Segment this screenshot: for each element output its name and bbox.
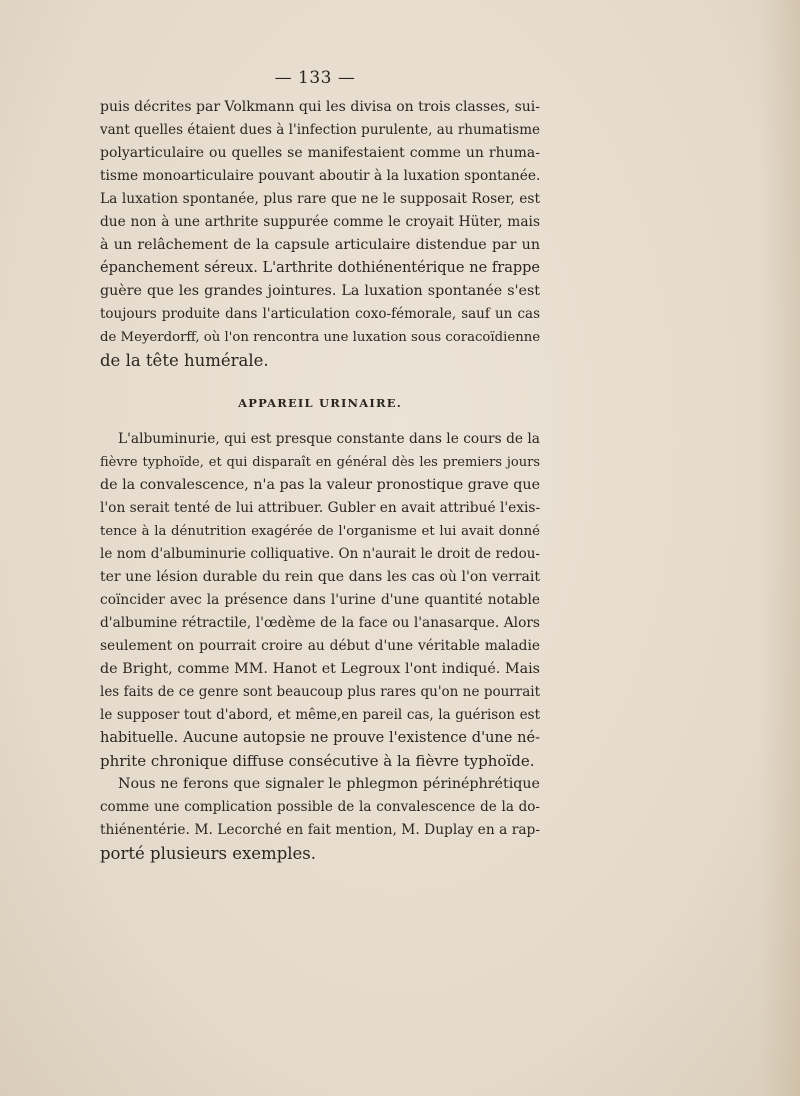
text-line: le supposer tout d'abord, et même,en pareil cas, la guérison est [100,707,540,723]
text-line: puis décrites par Volkmann qui les divisa on trois classes, sui- [100,99,540,115]
text-line: thiénentérie. M. Lecorché en fait mention, M. Duplay en a rap- [100,822,540,838]
text-line: guère que les grandes jointures. La luxation spontanée s'est [100,283,540,299]
text-line: La luxation spontanée, plus rare que ne le supposait Roser, est [100,191,540,207]
text-line: de la convalescence, n'a pas la valeur pronostique grave que [100,477,540,493]
text-line: habituelle. Aucune autopsie ne prouve l'existence d'une né- [100,730,540,746]
text-line: les faits de ce genre sont beaucoup plus rares qu'on ne pourrait [100,684,540,700]
text-line: polyarticulaire ou quelles se manifestaient comme un rhuma- [100,145,540,161]
text-line: le nom d'albuminurie colliquative. On n'aurait le droit de redou- [100,546,540,562]
text-line: tisme monoarticulaire pouvant aboutir à la luxation spontanée. [100,168,541,184]
text-line: de Meyerdorff, où l'on rencontra une luxation sous coracoïdienne [100,330,541,345]
text-line: à un relâchement de la capsule articulaire distendue par un [100,237,540,253]
paragraph-2 [100,428,540,773]
text-line: de Bright, comme MM. Hanot et Legroux l'ont indiqué. Mais [100,661,540,677]
text-line: l'on serait tenté de lui attribuer. Gubler en avait attribué l'exis- [100,500,541,516]
text-line: fièvre typhoïde, et qui disparaît en général dès les premiers jours [100,455,540,470]
page-edge-shading [760,0,800,1096]
paragraph-3 [100,773,540,865]
text-line: seulement on pourrait croire au début d'une véritable maladie [100,638,540,654]
text-line: coïncider avec la présence dans l'urine d'une quantité notable [100,592,540,608]
paragraph-1 [100,96,540,372]
text-line: Nous ne ferons que signaler le phlegmon périnéphrétique [118,776,540,792]
text-line: de la tête humérale. [100,351,269,370]
text-line: porté plusieurs exemples. [100,844,317,863]
text-line: toujours produite dans l'articulation coxo-fémorale, sauf un cas [100,306,540,322]
text-line: tence à la dénutrition exagérée de l'organisme et lui avait donné [100,524,540,539]
page-number: — 133 — [274,68,356,88]
text-line: d'albumine rétractile, l'œdème de la face ou l'anasarque. Alors [100,615,540,631]
text-line: ter une lésion durable du rein que dans les cas où l'on verrait [100,569,540,585]
text-line: vant quelles étaient dues à l'infection purulente, au rhumatisme [100,122,540,138]
text-line: L'albuminurie, qui est presque constante dans le cours de la [118,431,540,447]
text-line: due non à une arthrite suppurée comme le croyait Hüter, mais [100,214,540,230]
text-line: épanchement séreux. L'arthrite dothiénentérique ne frappe [100,260,540,276]
text-line: comme une complication possible de la convalescence de la do- [100,799,540,815]
text-line: phrite chronique diffuse consécutive à la fièvre typhoïde. [100,752,535,770]
section-heading: APPAREIL URINAIRE. [238,396,402,410]
